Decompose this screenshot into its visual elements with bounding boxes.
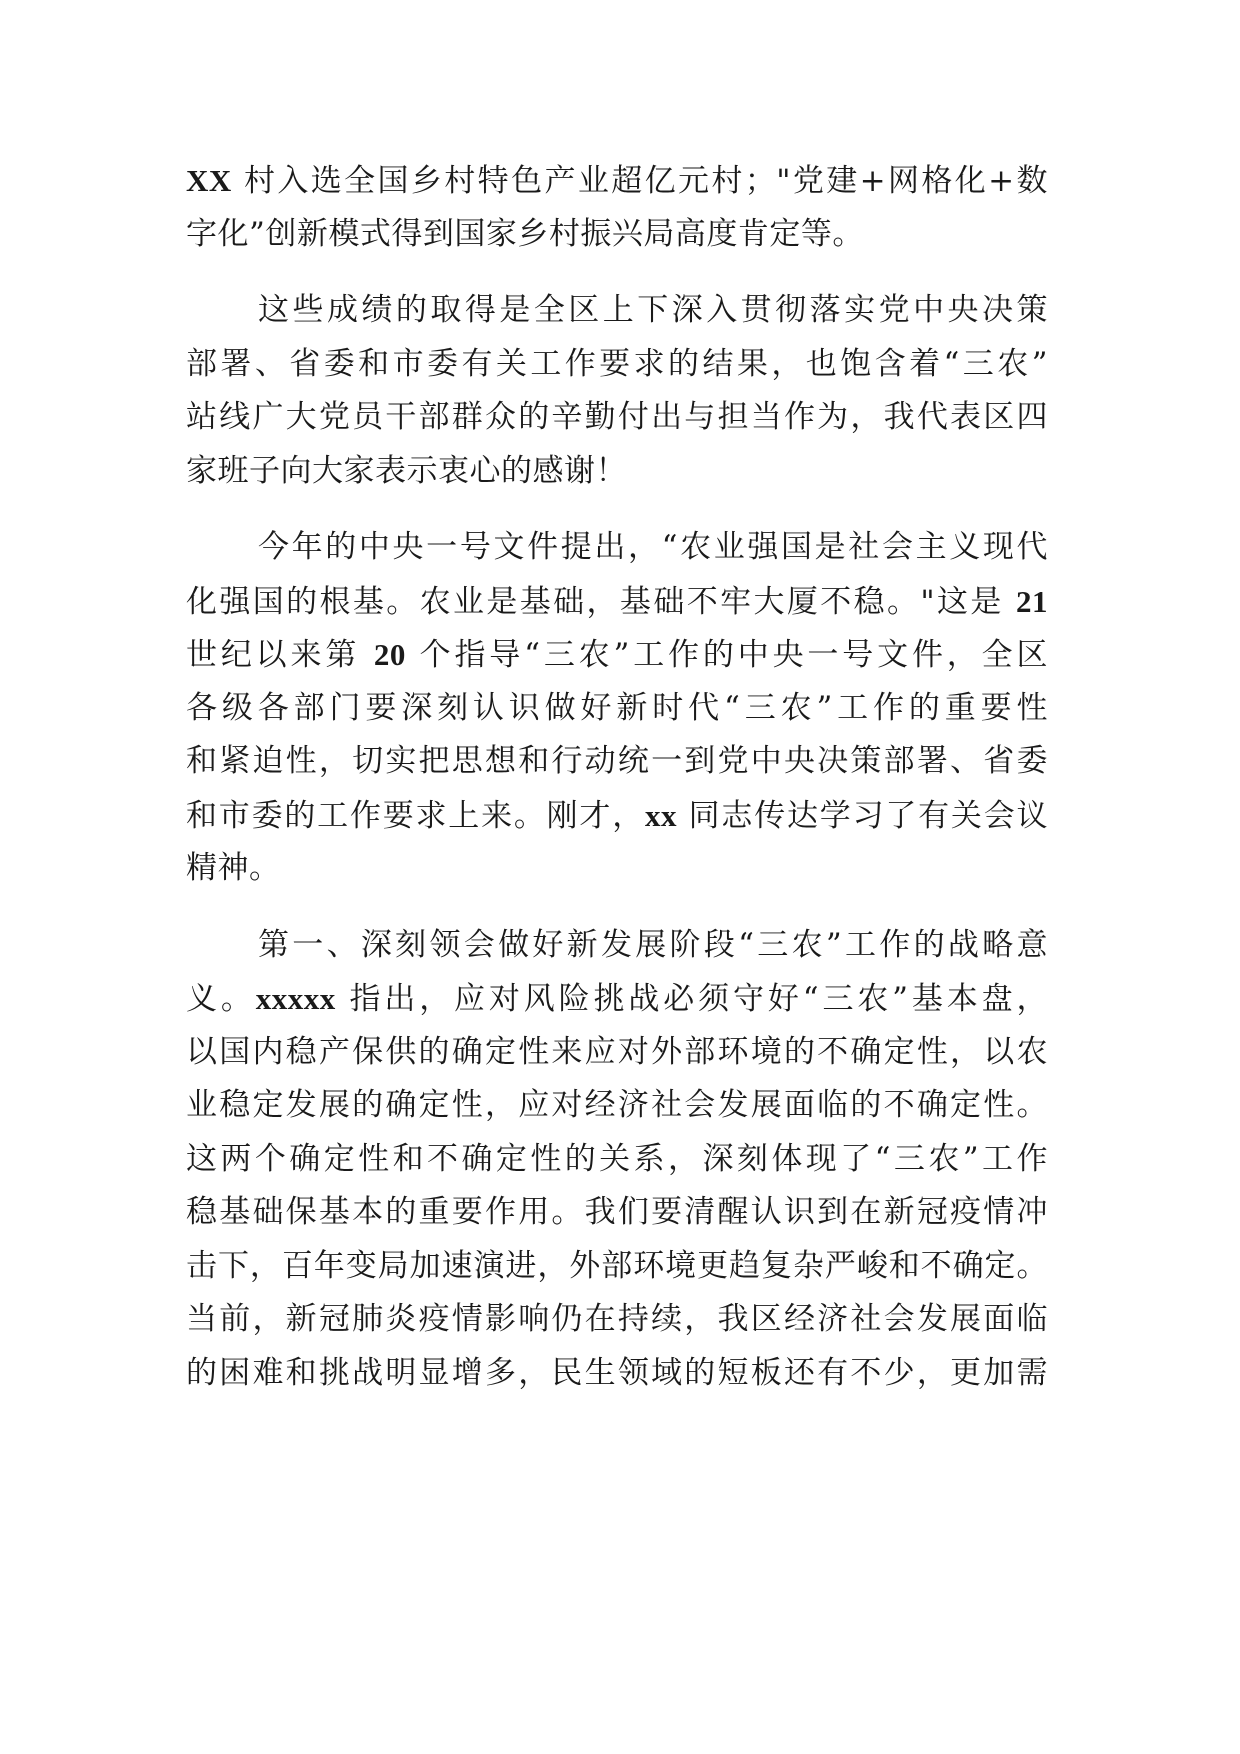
text-line: 以国内稳产保供的确定性来应对外部环境的不确定性，以农	[186, 1033, 1048, 1070]
text-line: 当前，新冠肺炎疫情影响仍在持续，我区经济社会发展面临	[186, 1301, 1048, 1337]
text-line: 部署、省委和市委有关工作要求的结果，也饱含着“三农”	[186, 345, 1048, 382]
text-line: 这两个确定性和不确定性的关系，深刻体现了“三农”工作	[186, 1140, 1048, 1177]
text-line: 击下，百年变局加速演进，外部环境更趋复杂严峻和不确定。	[186, 1247, 1048, 1284]
inline-token: 20	[373, 637, 406, 672]
paragraph-2	[186, 284, 1048, 498]
text-line: 各级各部门要深刻认识做好新时代“三农”工作的重要性	[186, 689, 1048, 726]
document-body	[186, 154, 1048, 1423]
text-line: 字化”创新模式得到国家乡村振兴局高度肯定等。	[186, 215, 864, 252]
paragraph-3	[186, 521, 1048, 896]
inline-token: 21	[1016, 583, 1048, 619]
text-line: 今年的中央一号文件提出，“农业强国是社会主义现代	[258, 529, 1048, 565]
text-line: 化强国的根基。农业是基础，基础不牢大厦不稳。"这是 21	[186, 583, 1048, 620]
text-line: 这些成绩的取得是全区上下深入贯彻落实党中央决策	[258, 292, 1048, 328]
text-line: 世纪以来第 20 个指导“三农”工作的中央一号文件，全区	[186, 637, 1048, 673]
text-line: 的困难和挑战明显增多，民生领域的短板还有不少，更加需	[186, 1354, 1048, 1391]
text-line: 第一、深刻领会做好新发展阶段“三农”工作的战略意	[258, 926, 1048, 963]
paragraph-4	[186, 919, 1048, 1401]
paragraph-1	[186, 154, 1048, 261]
text-line: 精神。	[186, 850, 281, 886]
inline-token: xxxxx	[255, 981, 336, 1016]
text-line: 站线广大党员干部群众的辛勤付出与担当作为，我代表区四	[186, 399, 1048, 435]
inline-token: xx	[645, 797, 677, 833]
text-line: 业稳定发展的确定性，应对经济社会发展面临的不确定性。	[186, 1087, 1048, 1123]
text-line: 家班子向大家表示衷心的感谢！	[186, 452, 627, 489]
text-line: 义。xxxxx 指出，应对风险挑战必须守好“三农”基本盘，	[186, 981, 1048, 1017]
inline-token: XX	[186, 163, 232, 198]
text-line: XX 村入选全国乡村特色产业超亿元村；"党建+网格化+数	[186, 163, 1048, 199]
text-line: 稳基础保基本的重要作用。我们要清醒认识到在新冠疫情冲	[186, 1194, 1048, 1230]
text-line: 和市委的工作要求上来。刚才，xx 同志传达学习了有关会议	[186, 797, 1048, 834]
text-line: 和紧迫性，切实把思想和行动统一到党中央决策部署、省委	[186, 743, 1048, 779]
